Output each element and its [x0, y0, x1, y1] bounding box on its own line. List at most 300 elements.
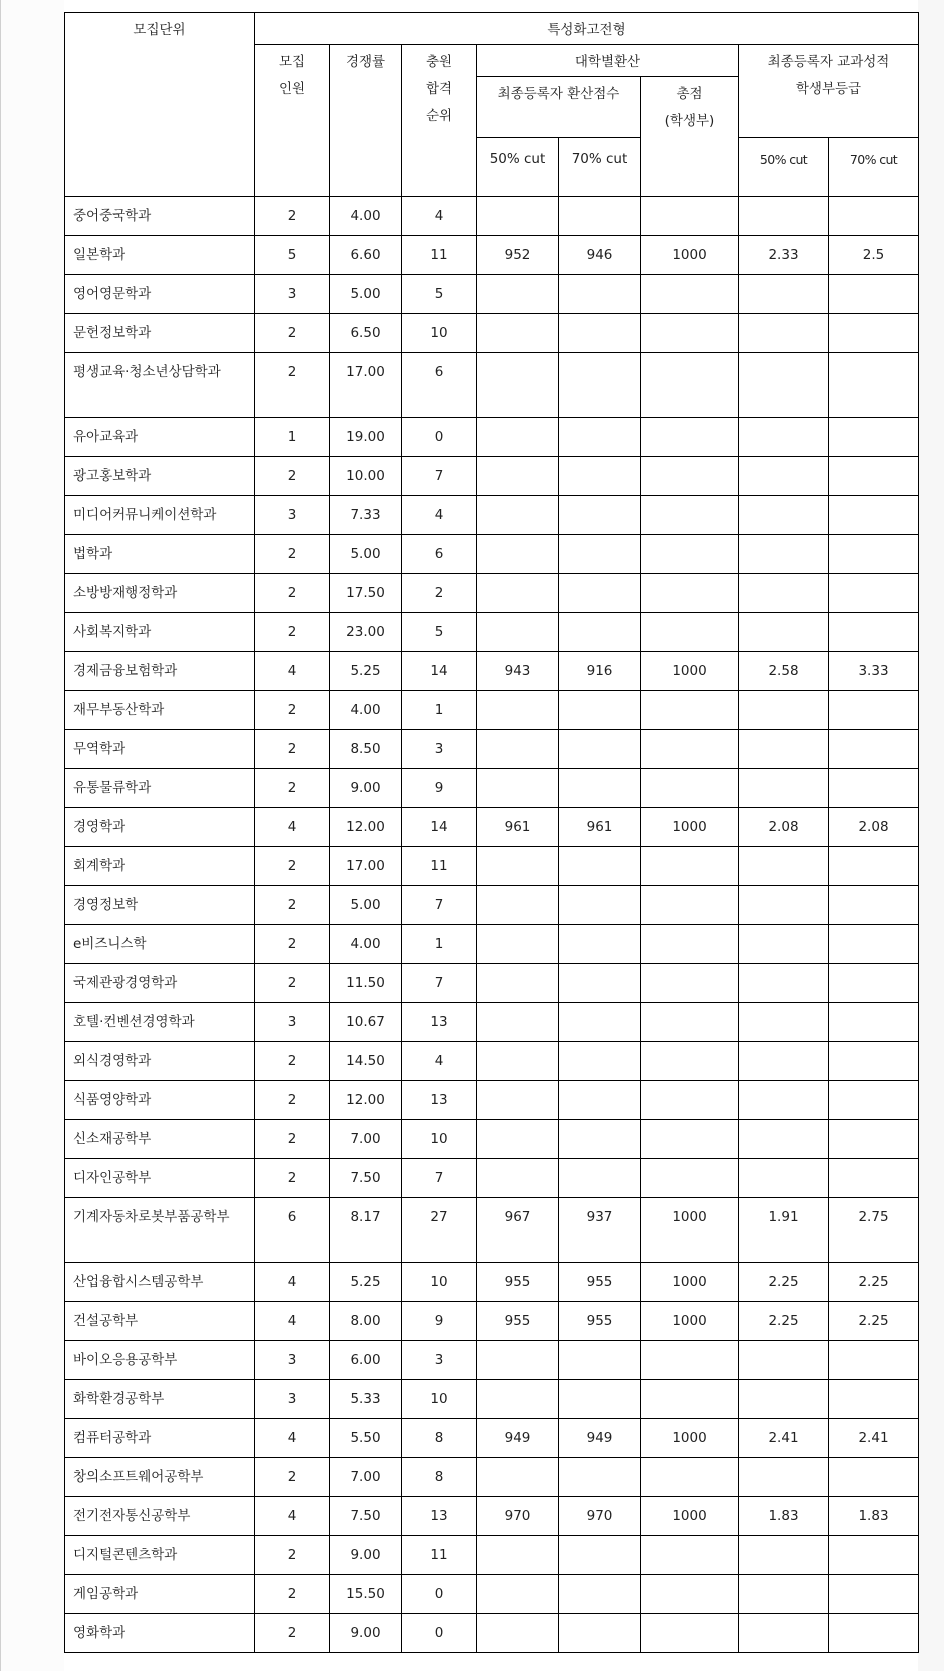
table-row [65, 613, 919, 652]
cell-waitlist-rank: 4 [402, 197, 477, 236]
cell-grade-cut70 [829, 574, 919, 613]
cell-department: 무역학과 [65, 730, 255, 769]
cell-cut70 [559, 1575, 641, 1614]
cell-cut50 [477, 964, 559, 1003]
cell-quota: 2 [255, 1159, 330, 1198]
cell-cut50 [477, 1159, 559, 1198]
cell-grade-cut70 [829, 457, 919, 496]
cell-competition-ratio: 6.50 [330, 314, 402, 353]
header-quota-line1: 모집 [278, 54, 306, 70]
header-grade-cut50: 50% cut [739, 138, 829, 197]
header-univ-conversion: 대학별환산 [477, 45, 739, 77]
cell-department: 신소재공학부 [65, 1120, 255, 1159]
cell-cut70 [559, 496, 641, 535]
cell-cut50 [477, 847, 559, 886]
cell-grade-cut70: 2.25 [829, 1302, 919, 1341]
cell-cut50: 949 [477, 1419, 559, 1458]
header-grade-line1: 최종등록자 교과성적 [767, 54, 890, 70]
cell-department: 건설공학부 [65, 1302, 255, 1341]
table-row [65, 808, 919, 847]
cell-competition-ratio: 5.00 [330, 886, 402, 925]
cell-competition-ratio: 7.33 [330, 496, 402, 535]
cell-quota: 2 [255, 964, 330, 1003]
cell-waitlist-rank: 3 [402, 1341, 477, 1380]
cell-total-score [641, 457, 739, 496]
cell-quota: 2 [255, 574, 330, 613]
cell-grade-cut50 [739, 496, 829, 535]
cell-grade-cut50 [739, 1341, 829, 1380]
cell-department: 국제관광경영학과 [65, 964, 255, 1003]
cell-competition-ratio: 12.00 [330, 1081, 402, 1120]
cell-department: 광고홍보학과 [65, 457, 255, 496]
cell-cut50: 952 [477, 236, 559, 275]
cell-competition-ratio: 4.00 [330, 925, 402, 964]
cell-quota: 2 [255, 1120, 330, 1159]
cell-competition-ratio: 23.00 [330, 613, 402, 652]
cell-waitlist-rank: 0 [402, 1575, 477, 1614]
cell-quota: 2 [255, 925, 330, 964]
cell-grade-cut70 [829, 496, 919, 535]
cell-cut70 [559, 1120, 641, 1159]
table-row [65, 1380, 919, 1419]
header-cut50: 50% cut [477, 138, 559, 197]
cell-quota: 5 [255, 236, 330, 275]
cell-quota: 2 [255, 847, 330, 886]
cell-waitlist-rank: 10 [402, 1380, 477, 1419]
cell-waitlist-rank: 14 [402, 652, 477, 691]
cell-total-score [641, 1458, 739, 1497]
cell-cut50: 955 [477, 1263, 559, 1302]
cell-cut70 [559, 730, 641, 769]
cell-competition-ratio: 5.33 [330, 1380, 402, 1419]
cell-grade-cut50: 2.41 [739, 1419, 829, 1458]
cell-cut70: 961 [559, 808, 641, 847]
table-row [65, 652, 919, 691]
cell-cut70 [559, 1003, 641, 1042]
header-waitlist-rank [402, 45, 477, 197]
cell-department: 사회복지학과 [65, 613, 255, 652]
cell-grade-cut70 [829, 1614, 919, 1653]
cell-total-score: 1000 [641, 652, 739, 691]
cell-total-score [641, 691, 739, 730]
cell-waitlist-rank: 8 [402, 1419, 477, 1458]
cell-competition-ratio: 17.50 [330, 574, 402, 613]
cell-grade-cut50 [739, 847, 829, 886]
cell-cut70 [559, 1159, 641, 1198]
cell-cut70 [559, 1081, 641, 1120]
cell-grade-cut70: 2.25 [829, 1263, 919, 1302]
cell-department: 미디어커뮤니케이션학과 [65, 496, 255, 535]
cell-cut70 [559, 353, 641, 418]
cell-cut70 [559, 197, 641, 236]
cell-total-score [641, 1575, 739, 1614]
cell-department: 영어영문학과 [65, 275, 255, 314]
cell-grade-cut50 [739, 769, 829, 808]
cell-cut50 [477, 1380, 559, 1419]
cell-waitlist-rank: 0 [402, 418, 477, 457]
cell-competition-ratio: 8.17 [330, 1198, 402, 1263]
cell-waitlist-rank: 1 [402, 925, 477, 964]
cell-waitlist-rank: 11 [402, 236, 477, 275]
admissions-results-table [64, 12, 919, 1653]
table-row [65, 964, 919, 1003]
cell-grade-cut50: 2.58 [739, 652, 829, 691]
cell-quota: 2 [255, 457, 330, 496]
cell-competition-ratio: 7.50 [330, 1159, 402, 1198]
cell-grade-cut70 [829, 275, 919, 314]
cell-cut50 [477, 730, 559, 769]
cell-cut70 [559, 847, 641, 886]
cell-department: 창의소프트웨어공학부 [65, 1458, 255, 1497]
cell-cut50 [477, 535, 559, 574]
cell-grade-cut70 [829, 1042, 919, 1081]
table-row [65, 496, 919, 535]
cell-total-score [641, 1159, 739, 1198]
header-total-line1: 총점 [676, 86, 703, 102]
cell-grade-cut50 [739, 691, 829, 730]
cell-competition-ratio: 5.25 [330, 1263, 402, 1302]
cell-waitlist-rank: 27 [402, 1198, 477, 1263]
cell-grade-cut50 [739, 613, 829, 652]
cell-department: 경영학과 [65, 808, 255, 847]
table-row [65, 925, 919, 964]
cell-total-score [641, 496, 739, 535]
cell-cut70: 946 [559, 236, 641, 275]
table-row [65, 1159, 919, 1198]
cell-grade-cut70: 2.5 [829, 236, 919, 275]
cell-waitlist-rank: 3 [402, 730, 477, 769]
table-row [65, 1003, 919, 1042]
cell-grade-cut50: 2.25 [739, 1302, 829, 1341]
cell-quota: 4 [255, 1497, 330, 1536]
cell-quota: 2 [255, 197, 330, 236]
cell-quota: 4 [255, 1302, 330, 1341]
cell-grade-cut50 [739, 1120, 829, 1159]
cell-waitlist-rank: 7 [402, 964, 477, 1003]
table-row [65, 535, 919, 574]
table-row [65, 275, 919, 314]
table-row [65, 1575, 919, 1614]
cell-department: 일본학과 [65, 236, 255, 275]
cell-cut50: 970 [477, 1497, 559, 1536]
cell-grade-cut70: 1.83 [829, 1497, 919, 1536]
cell-grade-cut50 [739, 964, 829, 1003]
cell-total-score [641, 1341, 739, 1380]
table-row [65, 236, 919, 275]
table-row [65, 691, 919, 730]
header-competition-ratio: 경쟁률 [330, 45, 402, 197]
cell-quota: 2 [255, 1575, 330, 1614]
cell-quota: 2 [255, 886, 330, 925]
cell-department: 디지털콘텐츠학과 [65, 1536, 255, 1575]
table-body [65, 197, 919, 1653]
cell-quota: 2 [255, 1536, 330, 1575]
cell-cut50 [477, 197, 559, 236]
cell-cut50: 961 [477, 808, 559, 847]
table-row [65, 1458, 919, 1497]
cell-total-score: 1000 [641, 236, 739, 275]
cell-competition-ratio: 10.00 [330, 457, 402, 496]
cell-quota: 2 [255, 1458, 330, 1497]
cell-competition-ratio: 5.00 [330, 535, 402, 574]
cell-cut70 [559, 275, 641, 314]
cell-competition-ratio: 8.50 [330, 730, 402, 769]
cell-total-score [641, 730, 739, 769]
cell-total-score [641, 964, 739, 1003]
cell-grade-cut50 [739, 457, 829, 496]
cell-competition-ratio: 4.00 [330, 197, 402, 236]
cell-department: 평생교육·청소년상담학과 [65, 353, 255, 418]
table-row [65, 1302, 919, 1341]
table-row [65, 1341, 919, 1380]
cell-total-score [641, 418, 739, 457]
header-total-score [641, 77, 739, 197]
cell-competition-ratio: 12.00 [330, 808, 402, 847]
cell-waitlist-rank: 4 [402, 496, 477, 535]
table-row [65, 847, 919, 886]
cell-total-score [641, 1380, 739, 1419]
cell-waitlist-rank: 7 [402, 886, 477, 925]
cell-grade-cut50 [739, 886, 829, 925]
cell-quota: 3 [255, 275, 330, 314]
cell-total-score: 1000 [641, 1497, 739, 1536]
cell-grade-cut50 [739, 730, 829, 769]
cell-grade-cut70 [829, 1536, 919, 1575]
cell-cut70 [559, 457, 641, 496]
cell-department: 호텔·컨벤션경영학과 [65, 1003, 255, 1042]
cell-cut50 [477, 1003, 559, 1042]
cell-grade-cut70 [829, 535, 919, 574]
cell-waitlist-rank: 13 [402, 1497, 477, 1536]
table-row [65, 353, 919, 418]
cell-competition-ratio: 9.00 [330, 769, 402, 808]
cell-department: 경제금융보험학과 [65, 652, 255, 691]
cell-waitlist-rank: 10 [402, 314, 477, 353]
header-waitlist-line3: 순위 [425, 108, 453, 124]
cell-total-score [641, 535, 739, 574]
cell-waitlist-rank: 10 [402, 1120, 477, 1159]
cell-department: 바이오응용공학부 [65, 1341, 255, 1380]
cell-cut50 [477, 1341, 559, 1380]
cell-cut70: 949 [559, 1419, 641, 1458]
cell-quota: 2 [255, 535, 330, 574]
cell-total-score [641, 1120, 739, 1159]
cell-waitlist-rank: 1 [402, 691, 477, 730]
cell-grade-cut70 [829, 769, 919, 808]
cell-department: 영화학과 [65, 1614, 255, 1653]
table-row [65, 1263, 919, 1302]
cell-cut70 [559, 613, 641, 652]
cell-cut50: 955 [477, 1302, 559, 1341]
cell-cut70 [559, 886, 641, 925]
cell-competition-ratio: 11.50 [330, 964, 402, 1003]
cell-cut50: 943 [477, 652, 559, 691]
cell-quota: 2 [255, 1081, 330, 1120]
cell-waitlist-rank: 6 [402, 353, 477, 418]
table-row [65, 1614, 919, 1653]
cell-total-score [641, 275, 739, 314]
cell-grade-cut50: 1.83 [739, 1497, 829, 1536]
cell-department: 유통물류학과 [65, 769, 255, 808]
table-row [65, 574, 919, 613]
cell-department: 경영정보학 [65, 886, 255, 925]
cell-cut70: 955 [559, 1263, 641, 1302]
header-quota-line2: 인원 [278, 81, 306, 97]
cell-total-score [641, 1614, 739, 1653]
table-row [65, 1081, 919, 1120]
table-row [65, 1497, 919, 1536]
cell-grade-cut50 [739, 275, 829, 314]
cell-cut50 [477, 613, 559, 652]
cell-waitlist-rank: 5 [402, 275, 477, 314]
cell-grade-cut50 [739, 197, 829, 236]
cell-waitlist-rank: 0 [402, 1614, 477, 1653]
cell-department: 문헌정보학과 [65, 314, 255, 353]
cell-department: 중어중국학과 [65, 197, 255, 236]
cell-competition-ratio: 7.00 [330, 1458, 402, 1497]
cell-total-score: 1000 [641, 1419, 739, 1458]
table-row [65, 730, 919, 769]
cell-cut70 [559, 535, 641, 574]
cell-grade-cut50 [739, 535, 829, 574]
table-row [65, 314, 919, 353]
cell-cut50 [477, 1536, 559, 1575]
cell-grade-cut50: 1.91 [739, 1198, 829, 1263]
cell-grade-cut70 [829, 613, 919, 652]
cell-cut50 [477, 1120, 559, 1159]
cell-quota: 2 [255, 730, 330, 769]
cell-grade-cut70 [829, 730, 919, 769]
cell-grade-cut50 [739, 1380, 829, 1419]
cell-waitlist-rank: 9 [402, 1302, 477, 1341]
cell-waitlist-rank: 5 [402, 613, 477, 652]
cell-grade-cut70: 2.08 [829, 808, 919, 847]
cell-cut50 [477, 691, 559, 730]
cell-cut70 [559, 1614, 641, 1653]
cell-cut70 [559, 964, 641, 1003]
cell-grade-cut70: 3.33 [829, 652, 919, 691]
cell-grade-cut50: 2.25 [739, 1263, 829, 1302]
cell-competition-ratio: 17.00 [330, 353, 402, 418]
cell-total-score [641, 353, 739, 418]
cell-grade-cut50 [739, 1536, 829, 1575]
cell-competition-ratio: 7.00 [330, 1120, 402, 1159]
cell-quota: 2 [255, 314, 330, 353]
cell-department: 식품영양학과 [65, 1081, 255, 1120]
cell-cut70 [559, 574, 641, 613]
cell-grade-cut70 [829, 1575, 919, 1614]
cell-department: 디자인공학부 [65, 1159, 255, 1198]
cell-total-score [641, 847, 739, 886]
cell-competition-ratio: 15.50 [330, 1575, 402, 1614]
cell-cut50 [477, 418, 559, 457]
table-row [65, 886, 919, 925]
cell-total-score: 1000 [641, 1263, 739, 1302]
cell-total-score [641, 925, 739, 964]
cell-waitlist-rank: 8 [402, 1458, 477, 1497]
cell-department: 산업융합시스템공학부 [65, 1263, 255, 1302]
cell-total-score [641, 886, 739, 925]
cell-grade-cut70 [829, 1120, 919, 1159]
cell-cut70: 916 [559, 652, 641, 691]
cell-department: 게임공학과 [65, 1575, 255, 1614]
cell-grade-cut70 [829, 1081, 919, 1120]
header-cut70: 70% cut [559, 138, 641, 197]
cell-competition-ratio: 6.00 [330, 1341, 402, 1380]
cell-quota: 3 [255, 1380, 330, 1419]
cell-total-score: 1000 [641, 1198, 739, 1263]
page-left-border [0, 0, 1, 1671]
cell-cut50: 967 [477, 1198, 559, 1263]
cell-department: 소방방재행정학과 [65, 574, 255, 613]
cell-cut50 [477, 1614, 559, 1653]
cell-total-score [641, 574, 739, 613]
cell-competition-ratio: 19.00 [330, 418, 402, 457]
cell-waitlist-rank: 13 [402, 1081, 477, 1120]
cell-grade-cut70 [829, 1380, 919, 1419]
table-row [65, 1042, 919, 1081]
cell-grade-cut70: 2.75 [829, 1198, 919, 1263]
cell-competition-ratio: 9.00 [330, 1536, 402, 1575]
cell-grade-cut70 [829, 314, 919, 353]
cell-cut50 [477, 275, 559, 314]
table-row [65, 1419, 919, 1458]
cell-waitlist-rank: 7 [402, 457, 477, 496]
header-final-conversion: 최종등록자 환산점수 [477, 77, 641, 138]
cell-total-score [641, 769, 739, 808]
cell-grade-cut70 [829, 691, 919, 730]
cell-quota: 2 [255, 353, 330, 418]
cell-competition-ratio: 10.67 [330, 1003, 402, 1042]
cell-cut70: 955 [559, 1302, 641, 1341]
cell-grade-cut50 [739, 925, 829, 964]
cell-grade-cut50: 2.08 [739, 808, 829, 847]
header-quota [255, 45, 330, 197]
cell-grade-cut50: 2.33 [739, 236, 829, 275]
header-grade-line2: 학생부등급 [795, 81, 862, 97]
cell-grade-cut50 [739, 1042, 829, 1081]
cell-competition-ratio: 5.00 [330, 275, 402, 314]
cell-waitlist-rank: 13 [402, 1003, 477, 1042]
cell-grade-cut50 [739, 1081, 829, 1120]
cell-competition-ratio: 9.00 [330, 1614, 402, 1653]
cell-total-score: 1000 [641, 1302, 739, 1341]
cell-quota: 6 [255, 1198, 330, 1263]
cell-cut50 [477, 314, 559, 353]
table-header [65, 13, 919, 197]
cell-quota: 3 [255, 496, 330, 535]
cell-waitlist-rank: 11 [402, 1536, 477, 1575]
cell-department: 화학환경공학부 [65, 1380, 255, 1419]
cell-grade-cut50 [739, 1575, 829, 1614]
cell-grade-cut70 [829, 1003, 919, 1042]
cell-department: 외식경영학과 [65, 1042, 255, 1081]
cell-department: 컴퓨터공학과 [65, 1419, 255, 1458]
table-row [65, 1120, 919, 1159]
cell-cut70 [559, 314, 641, 353]
header-total-line2: (학생부) [664, 113, 715, 129]
cell-cut50 [477, 574, 559, 613]
cell-cut50 [477, 1575, 559, 1614]
cell-cut50 [477, 1042, 559, 1081]
cell-quota: 2 [255, 769, 330, 808]
cell-waitlist-rank: 6 [402, 535, 477, 574]
table-row [65, 197, 919, 236]
table-row [65, 418, 919, 457]
cell-grade-cut70 [829, 964, 919, 1003]
cell-competition-ratio: 5.25 [330, 652, 402, 691]
cell-cut70: 970 [559, 1497, 641, 1536]
